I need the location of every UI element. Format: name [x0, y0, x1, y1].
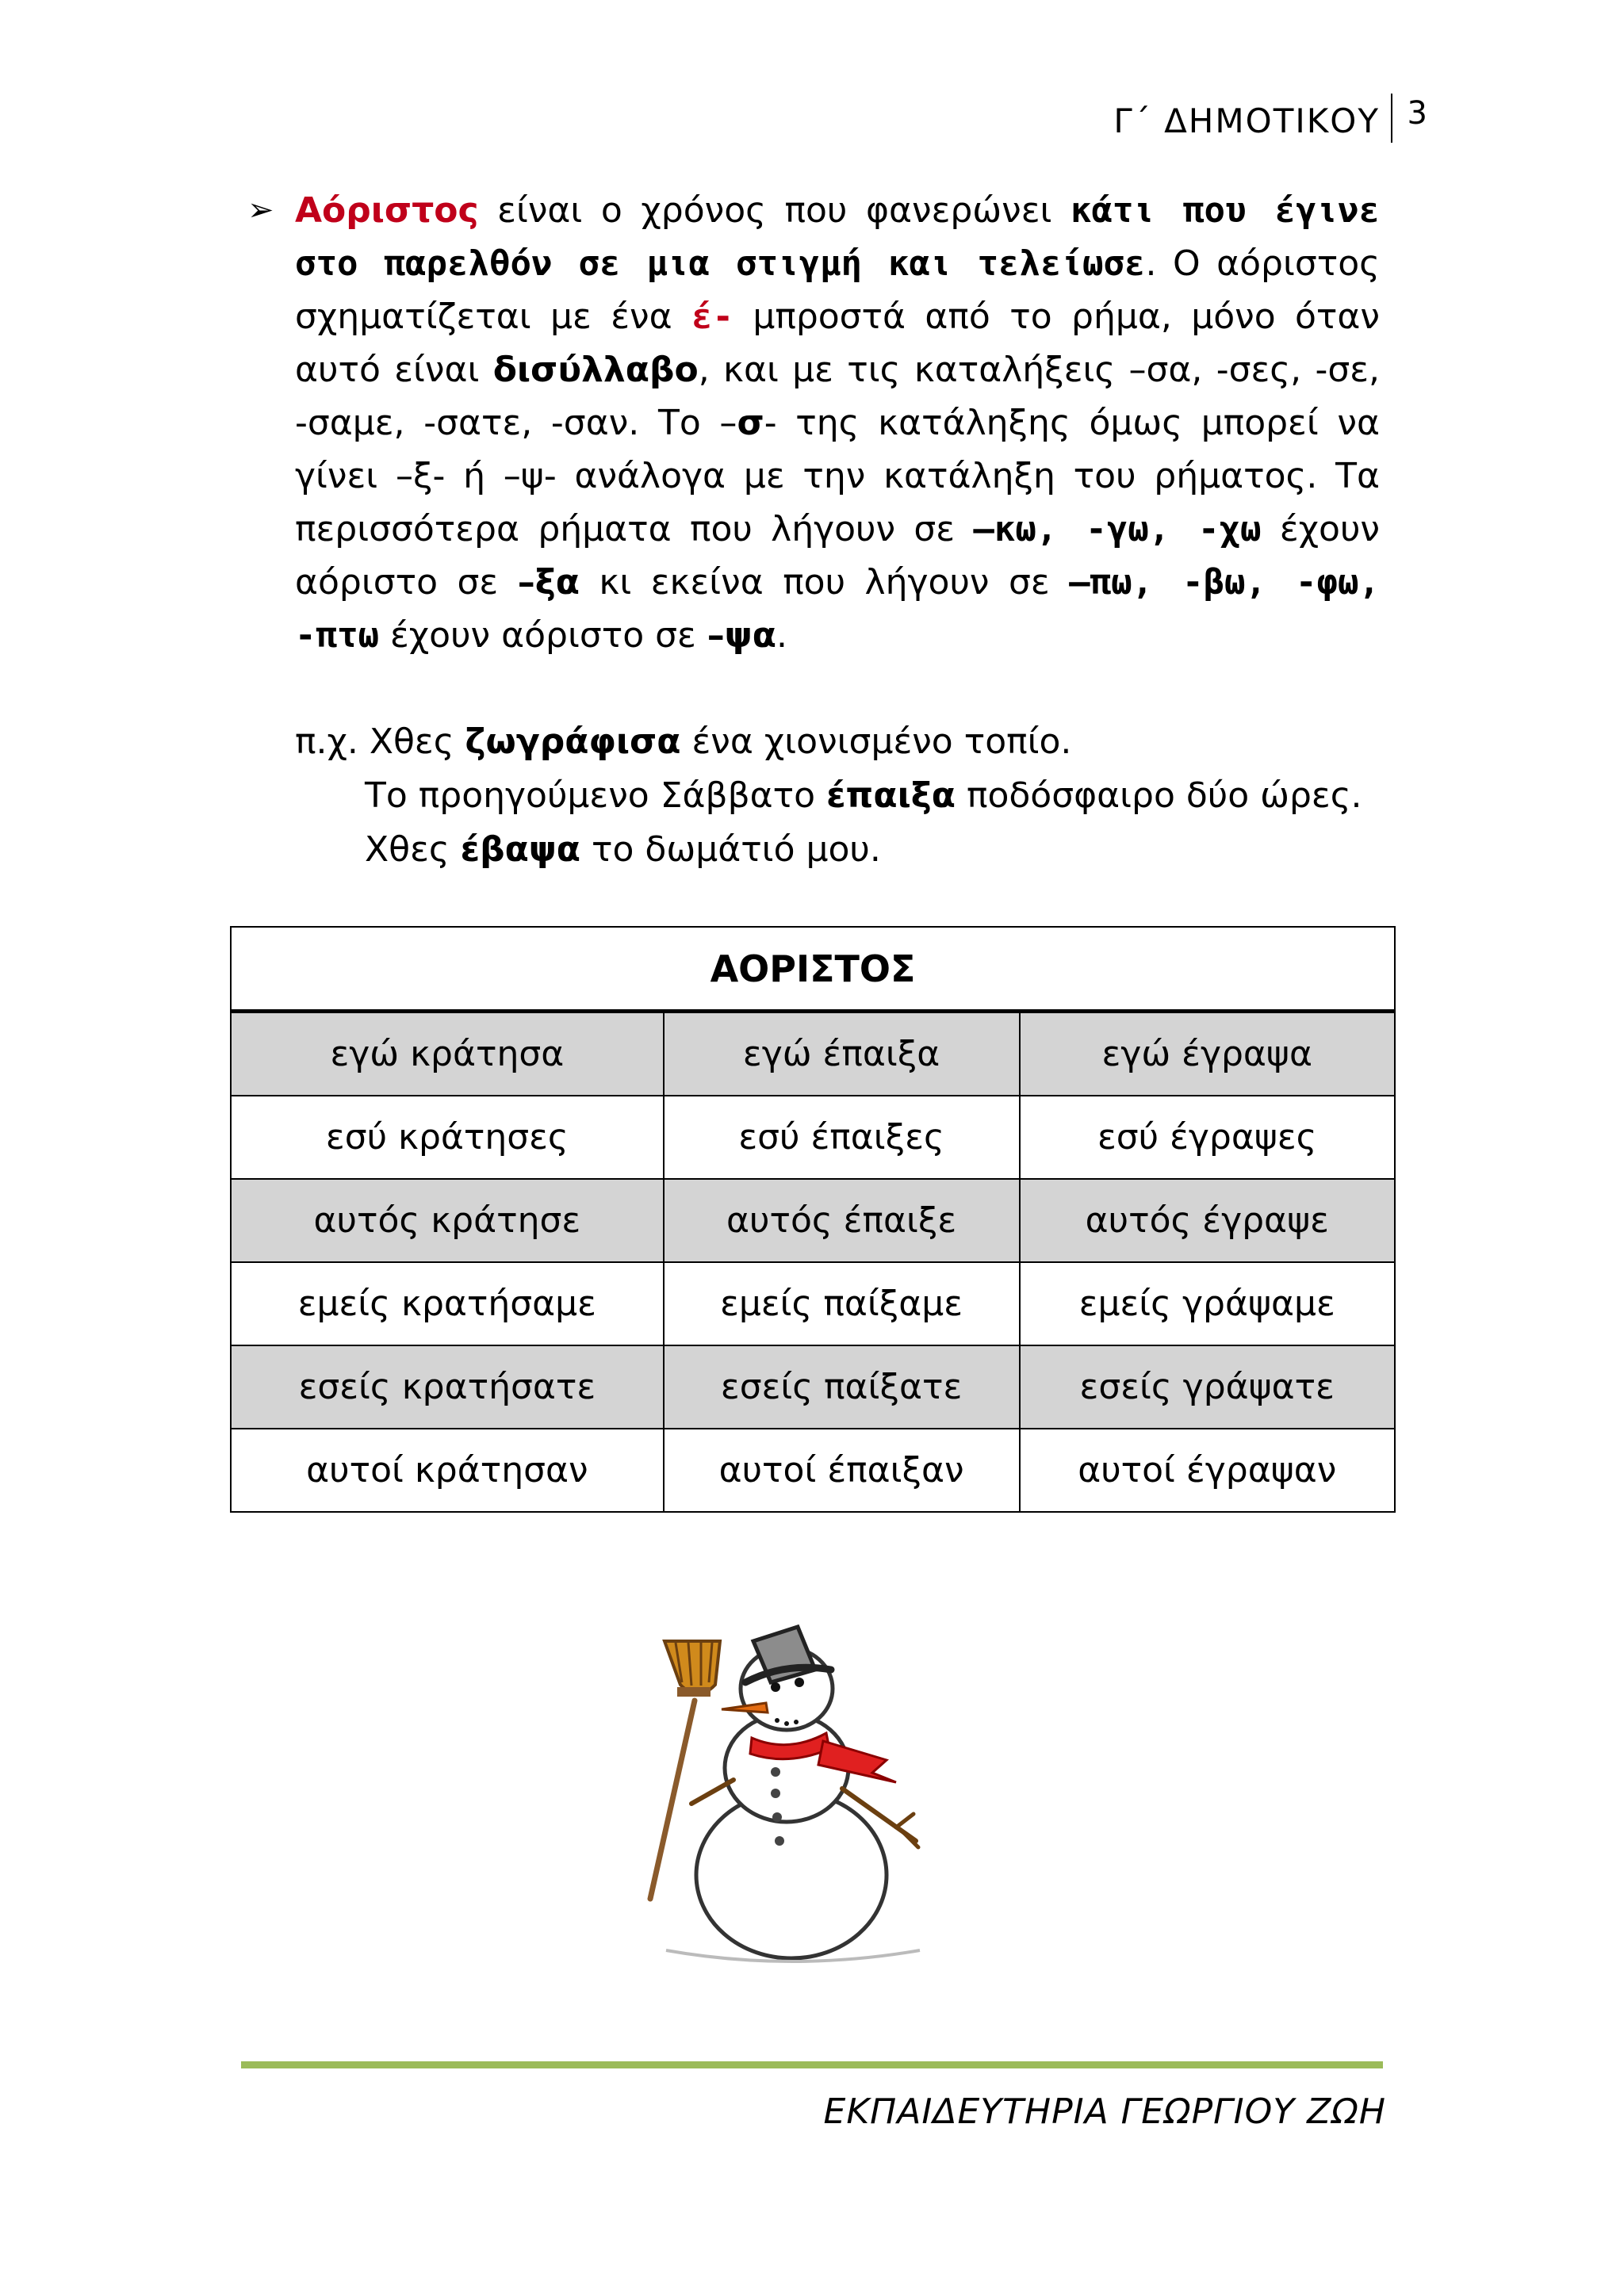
footer-divider [241, 2061, 1383, 2068]
table-row [231, 1429, 1395, 1512]
table-cell: εσείς παίξατε [664, 1345, 1020, 1429]
table-cell: εμείς γράψαμε [1020, 1262, 1396, 1345]
bold-ending-ksa: –ξα [517, 562, 580, 603]
example-text: ποδόσφαιρο δύο ώρες. [955, 775, 1362, 816]
bold-disyllabic: δισύλλαβο [492, 350, 699, 390]
example-verb: ζωγράφισα [465, 721, 681, 762]
bold-definition: κάτι που έγινε στο παρελθόν σε μια στιγμή και τελείωσε [295, 190, 1380, 284]
table-row [231, 1179, 1395, 1262]
table-row [231, 1262, 1395, 1345]
table-row [231, 1345, 1395, 1429]
class-title: Γ΄ ΔΗΜΟΤΙΚΟΥ [1113, 101, 1380, 140]
augment-prefix: έ- [691, 297, 733, 337]
term-aoristos: Αόριστος [295, 190, 479, 231]
bold-ending-psa: –ψα [707, 615, 776, 656]
definition-paragraph [247, 184, 1380, 662]
table-cell: εγώ έγραψα [1020, 1012, 1396, 1096]
example-line-1 [295, 721, 1071, 762]
example-line-2 [365, 775, 1362, 816]
table-cell: αυτός έπαιξε [664, 1179, 1020, 1262]
table-cell: εμείς παίξαμε [664, 1262, 1020, 1345]
snowman-icon [619, 1609, 999, 1974]
page-number: 3 [1407, 95, 1427, 132]
table-cell: εμείς κρατήσαμε [231, 1262, 664, 1345]
text-segment: κι εκείνα που λήγουν σε [579, 562, 1070, 603]
table-cell: εσείς κρατήσατε [231, 1345, 664, 1429]
bold-endings-k: –κω, -γω, -χω [973, 509, 1262, 549]
table-cell: αυτός κράτησε [231, 1179, 664, 1262]
bullet-arrow-icon: ➢ [247, 192, 274, 228]
example-text: Το προηγούμενο Σάββατο [365, 775, 827, 816]
header-divider [1391, 94, 1392, 143]
table-cell: αυτοί κράτησαν [231, 1429, 664, 1512]
text-segment: . Ο αόριστος σχηματίζεται με ένα [295, 243, 1380, 337]
table-cell: εγώ έπαιξα [664, 1012, 1020, 1096]
text-segment: - της κατάληξης όμως μπορεί να γίνει –ξ- ή –ψ- ανάλογα με την κατάληξη του ρήματος. Τα περισσότερα ρήματα που λήγουν σε [295, 403, 1380, 549]
bold-sigma: σ [737, 403, 764, 443]
bold-endings-p: –πω, -βω, -φω, -πτω [295, 562, 1380, 656]
text-segment: . [776, 615, 787, 656]
table-cell: αυτοί έγραψαν [1020, 1429, 1396, 1512]
table-cell: εσείς γράψατε [1020, 1345, 1396, 1429]
text-segment: είναι ο χρόνος που φανερώνει [478, 190, 1071, 231]
example-line-3 [365, 829, 881, 870]
table-row [231, 1012, 1395, 1096]
table-cell: αυτός έγραψε [1020, 1179, 1396, 1262]
table-cell: εγώ κράτησα [231, 1012, 664, 1096]
example-text: π.χ. Χθες [295, 721, 465, 762]
text-segment: έχουν αόριστο σε [295, 509, 1380, 603]
table-cell: εσύ κράτησες [231, 1096, 664, 1179]
example-text: Χθες [365, 829, 461, 870]
text-segment: , και με τις καταλήξεις –σα, -σες, -σε, -σαμε, -σατε, -σαν. Το – [295, 350, 1380, 443]
text-segment: έχουν αόριστο σε [378, 615, 707, 656]
table-title: ΑΟΡΙΣΤΟΣ [231, 927, 1395, 1012]
page-header [1094, 94, 1427, 144]
aorist-conjugation-table [230, 926, 1396, 1513]
table-row [231, 1096, 1395, 1179]
table-cell: εσύ έπαιξες [664, 1096, 1020, 1179]
table-cell: εσύ έγραψες [1020, 1096, 1396, 1179]
example-verb: έπαιξα [826, 775, 956, 816]
snowman-illustration [619, 1609, 999, 1974]
example-text: το δωμάτιό μου. [580, 829, 881, 870]
text-segment: μπροστά από το ρήμα, μόνο όταν αυτό είναι [295, 297, 1380, 390]
school-name: ΕΚΠΑΙΔΕΥΤΗΡΙΑ ΓΕΩΡΓΙΟΥ ΖΩΗ [823, 2091, 1386, 2132]
table-cell: αυτοί έπαιξαν [664, 1429, 1020, 1512]
example-verb: έβαψα [460, 829, 581, 870]
example-text: ένα χιονισμένο τοπίο. [680, 721, 1072, 762]
